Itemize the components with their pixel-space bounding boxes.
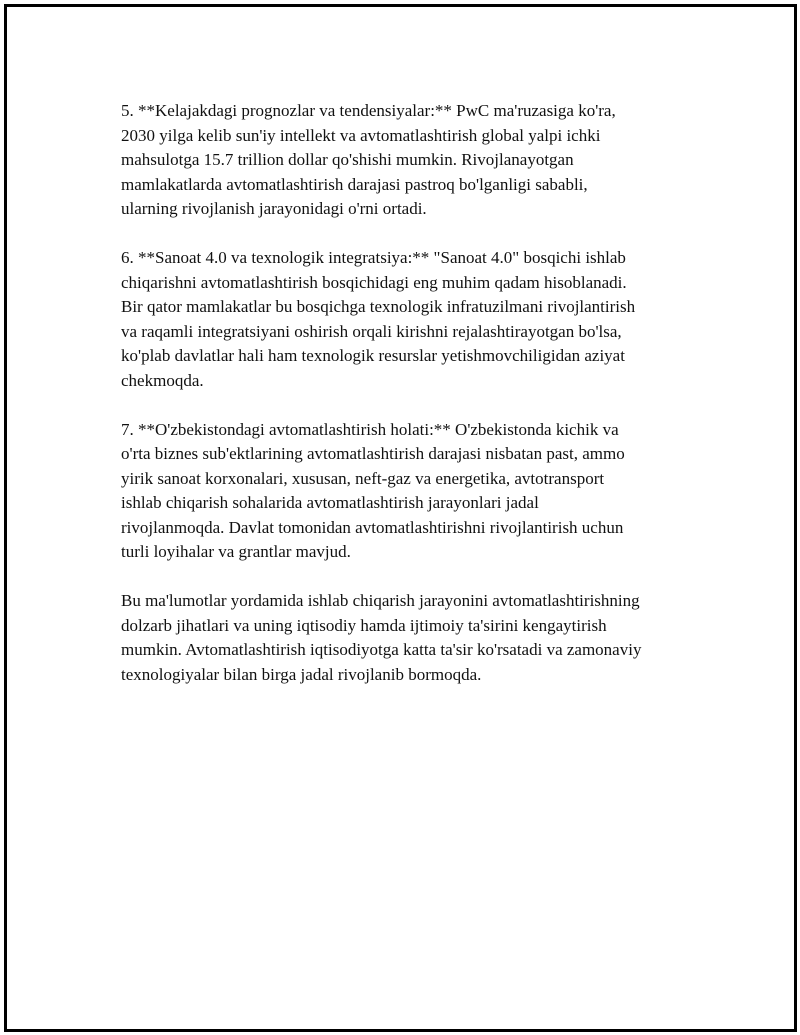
page-frame: [4, 4, 797, 1032]
paragraph-5-future-forecasts: 5. **Kelajakdagi prognozlar va tendensiyalar:** PwC ma'ruzasiga ko'ra, 2030 yilga kelib sun'iy intellekt va avtomatlashtirish global yalpi ichki mahsulotga 15.7 trillion dollar qo'shishi mumkin. Rivojlanayotgan mamlakatlarda avtomatlashtirish darajasi pastroq bo'lganligi sababli, ularning rivojlanish jarayonidagi o'rni ortadi.: [121, 101, 616, 218]
paragraph-6-industry-4-0: 6. **Sanoat 4.0 va texnologik integratsiya:** "Sanoat 4.0" bosqichi ishlab chiqarishni avtomatlashtirish bosqichidagi eng muhim qadam hisoblanadi. Bir qator mamlakatlar bu bosqichga texnologik infratuzilmani rivojlantirish va raqamli integratsiyani oshirish orqali kirishni rejalashtirayotgan bo'lsa, ko'plab davlatlar hali ham texnologik resurslar yetishmovchiligidan aziyat chekmoqda.: [121, 248, 636, 390]
paragraph-conclusion: Bu ma'lumotlar yordamida ishlab chiqarish jarayonini avtomatlashtirishning dolzarb jihatlari va uning iqtisodiy hamda ijtimoiy ta'sirini kengaytirish mumkin. Avtomatlashtirish iqtisodiyotga katta ta'sir ko'rsatadi va zamonaviy texnologiyalar bilan birga jadal rivojlanib bormoqda.: [121, 591, 642, 684]
document-body: [121, 99, 711, 712]
paragraph-7-uzbekistan-automation: 7. **O'zbekistondagi avtomatlashtirish holati:** O'zbekistonda kichik va o'rta biznes sub'ektlarining avtomatlashtirish darajasi nisbatan past, ammo yirik sanoat korxonalari, xususan, neft-gaz va energetika, avtotransport ishlab chiqarish sohalarida avtomatlashtirish jarayonlari jadal rivojlanmoqda. Davlat tomonidan avtomatlashtirishni rivojlantirish uchun turli loyihalar va grantlar mavjud.: [121, 419, 625, 561]
